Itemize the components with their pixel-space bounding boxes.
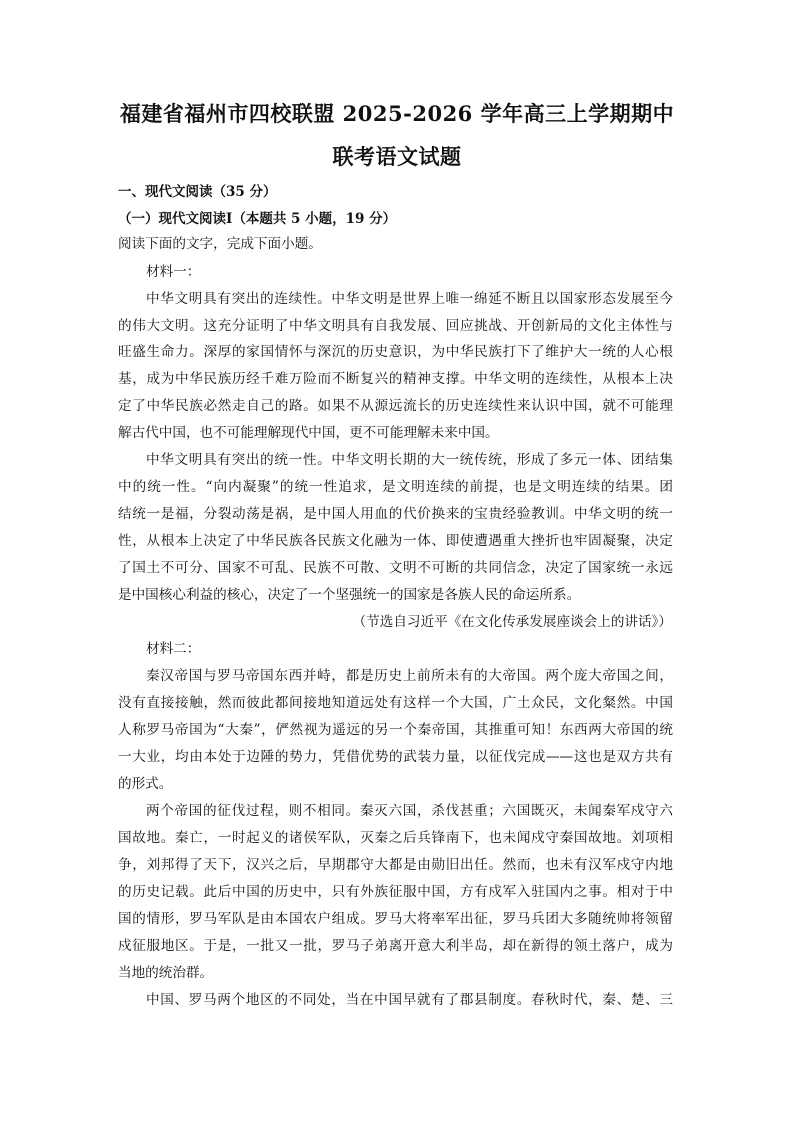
paragraph-line: 了国土不可分、国家不可乱、民族不可散、文明不可断的共同信念，决定了国家统一永远	[118, 560, 673, 576]
paragraph-line: 旺盛生命力。深厚的家国情怀与深沉的历史意识，为中华民族打下了维护大一统的人心根	[118, 344, 673, 360]
paragraph-line: 的伟大文明。这充分证明了中华文明具有自我发展、回应挑战、开创新局的文化主体性与	[118, 318, 673, 334]
exam-title-line2: 联考语文试题	[332, 144, 462, 169]
material2-label: 材料二：	[146, 641, 201, 657]
paragraph-line: 当地的统治群。	[118, 965, 214, 981]
paragraph-line: 两个帝国的征伐过程，则不相同。秦灭六国，杀伐甚重；六国既灭，未闻秦军戍守六	[146, 803, 673, 819]
paragraph-line: 没有直接接触，然而彼此都间接地知道远处有这样一个大国，广土众民，文化粲然。中国	[118, 695, 673, 711]
instruction-text: 阅读下面的文字，完成下面小题。	[118, 236, 322, 252]
paragraph-line: 一大业，均由本处于边陲的势力，凭借优势的武装力量，以征伐完成——这也是双方共有	[118, 749, 673, 765]
paragraph-line: 争，刘邦得了天下，汉兴之后，早期郡守大都是由勋旧出任。然而，也未有汉军戍守内地	[118, 857, 673, 873]
paragraph-line: 基，成为中华民族历经千难万险而不断复兴的精神支撑。中华文明的连续性，从根本上决	[118, 371, 673, 387]
paragraph-line: 解古代中国，也不可能理解现代中国，更不可能理解未来中国。	[118, 425, 499, 441]
exam-title-line1: 福建省福州市四校联盟 2025-2026 学年高三上学期期中	[119, 101, 675, 126]
paragraph-line: 国故地。秦亡，一时起义的诸侯军队，灭秦之后兵锋南下，也未闻戍守秦国故地。刘项相	[118, 830, 673, 846]
material1-source: （节选自习近平《在文化传承发展座谈会上的讲话》）	[352, 614, 672, 630]
paragraph-line: 定了中华民族必然走自己的路。如果不从源远流长的历史连续性来认识中国，就不可能理	[118, 398, 673, 414]
paragraph-line: 秦汉帝国与罗马帝国东西并峙，都是历史上前所未有的大帝国。两个庞大帝国之间，	[146, 668, 673, 684]
paragraph-line: 戍征服地区。于是，一批又一批，罗马子弟离开意大利半岛，却在新得的领土落户，成为	[118, 938, 673, 954]
material1-label: 材料一：	[146, 264, 201, 280]
paragraph-line: 的历史记载。此后中国的历史中，只有外族征服中国，方有戍军入驻国内之事。相对于中	[118, 884, 673, 900]
paragraph-line: 国的情形，罗马军队是由本国农户组成。罗马大将率军出征，罗马兵团大多随统帅将领留	[118, 911, 673, 927]
paragraph-line: 中的统一性。“向内凝聚”的统一性追求，是文明连续的前提，也是文明连续的结果。团	[118, 479, 673, 495]
subsection-heading: （一）现代文阅读Ⅰ（本题共 5 小题，19 分）	[118, 211, 397, 227]
paragraph-line: 结统一是福，分裂动荡是祸，是中国人用血的代价换来的宝贵经验教训。中华文明的统一	[118, 506, 673, 522]
paragraph-line: 中华文明具有突出的统一性。中华文明长期的大一统传统，形成了多元一体、团结集	[146, 452, 673, 468]
paragraph-line: 性，从根本上决定了中华民族各民族文化融为一体、即使遭遇重大挫折也牢固凝聚，决定	[118, 533, 673, 549]
paragraph-line: 是中国核心利益的核心，决定了一个坚强统一的国家是各族人民的命运所系。	[118, 587, 581, 603]
section-heading: 一、现代文阅读（35 分）	[118, 184, 277, 200]
paragraph-line: 中华文明具有突出的连续性。中华文明是世界上唯一绵延不断且以国家形态发展至今	[146, 291, 673, 307]
paragraph-line: 人称罗马帝国为“大秦”，俨然视为遥远的另一个秦帝国，其推重可知！东西两大帝国的统	[118, 722, 673, 738]
paragraph-line: 的形式。	[118, 776, 173, 792]
paragraph-line: 中国、罗马两个地区的不同处，当在中国早就有了郡县制度。春秋时代，秦、楚、三	[146, 992, 673, 1008]
